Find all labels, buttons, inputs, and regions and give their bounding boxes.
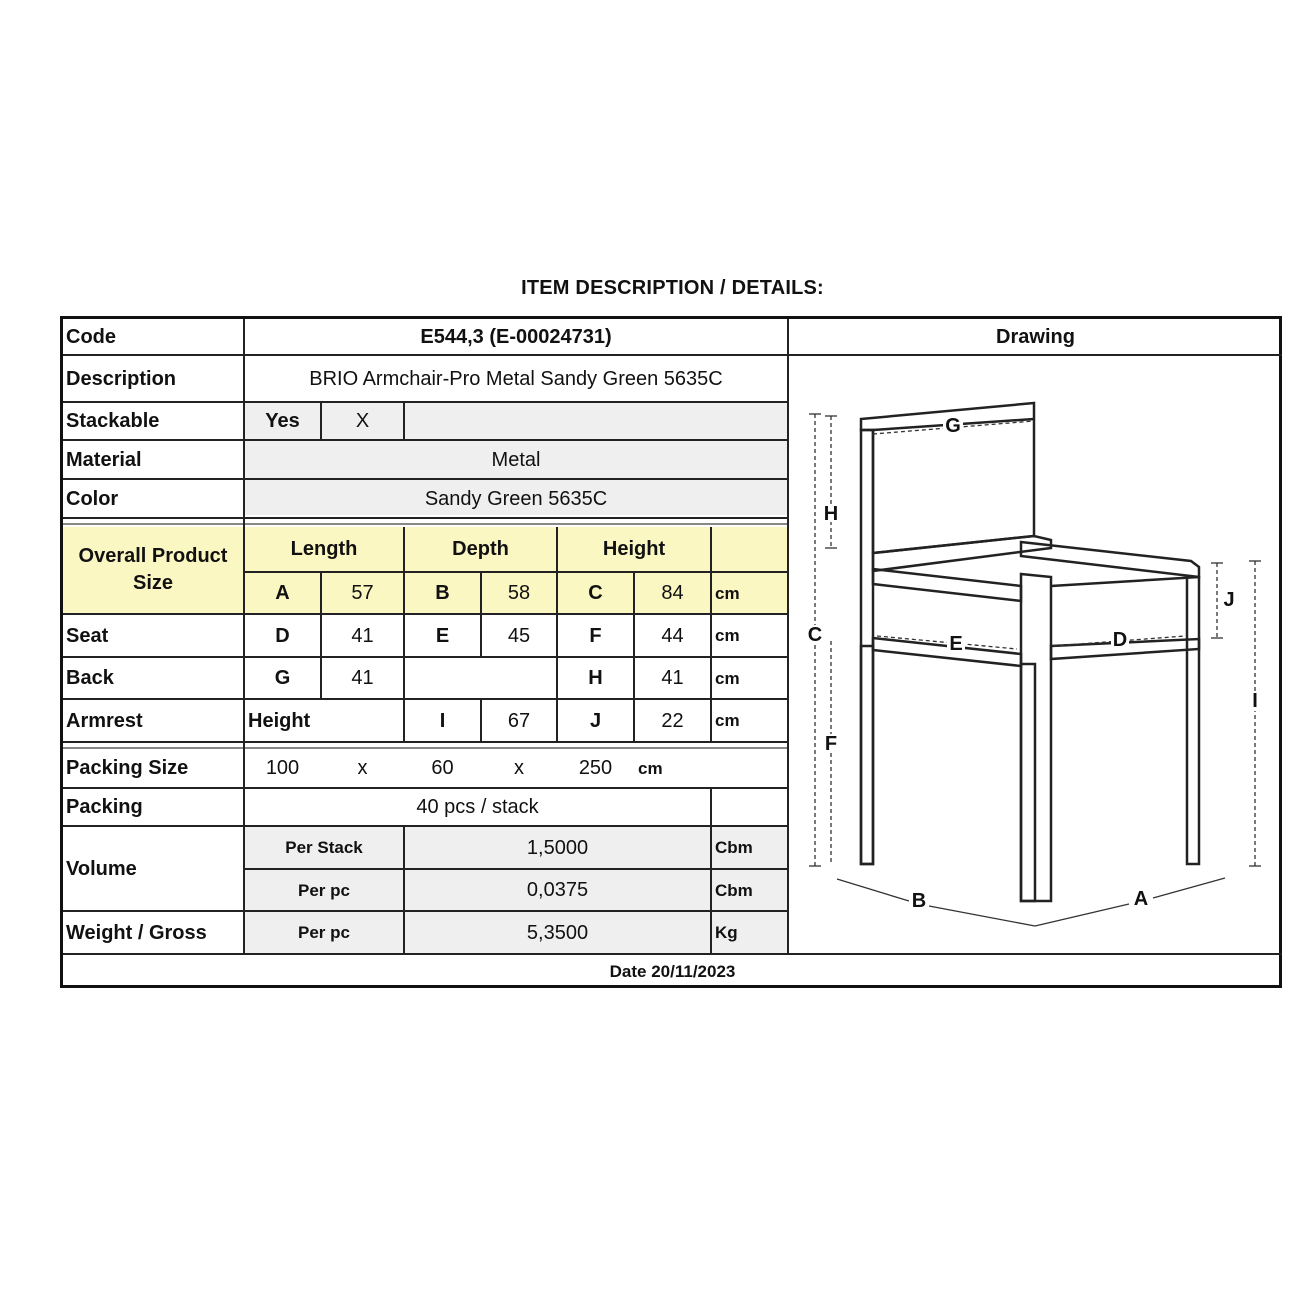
volume-label: Volume bbox=[66, 857, 137, 880]
dim-d-value: 41 bbox=[351, 624, 374, 647]
page-title: ITEM DESCRIPTION / DETAILS: bbox=[521, 277, 824, 299]
dim-e-letter: E bbox=[435, 624, 450, 647]
dim-b-value: 58 bbox=[507, 582, 531, 604]
packing-value: 40 pcs / stack bbox=[416, 796, 539, 818]
volume-per-stack-value: 1,5000 bbox=[526, 836, 589, 859]
packing-size-x2: x bbox=[514, 757, 524, 779]
dim-h-value: 41 bbox=[661, 667, 684, 689]
packing-size-length: 100 bbox=[265, 757, 300, 779]
dim-c-letter: C bbox=[588, 582, 603, 604]
dim-f-letter: F bbox=[589, 624, 602, 647]
volume-per-stack-label: Per Stack bbox=[285, 838, 363, 857]
dim-f-value: 44 bbox=[661, 624, 684, 647]
dim-c-value: 84 bbox=[661, 582, 684, 604]
dim-j-value: 22 bbox=[661, 709, 684, 732]
armrest-height-label: Height bbox=[248, 709, 311, 732]
dim-i-letter: I bbox=[439, 709, 446, 732]
dim-label-h: H bbox=[823, 503, 839, 525]
dim-a-value: 57 bbox=[351, 582, 374, 604]
armrest-label: Armrest bbox=[66, 709, 143, 732]
dim-g-value: 41 bbox=[351, 667, 374, 689]
packing-size-x1: x bbox=[357, 757, 368, 779]
dim-label-f: F bbox=[824, 733, 838, 755]
packing-size-width: 60 bbox=[431, 757, 454, 779]
dim-b-letter: B bbox=[435, 582, 450, 604]
dim-label-e: E bbox=[949, 633, 963, 655]
stackable-label: Stackable bbox=[66, 410, 160, 432]
overall-size-label-line1: Overall Product bbox=[78, 545, 228, 567]
volume-per-pc-label: Per pc bbox=[298, 880, 350, 900]
volume-per-pc-value: 0,0375 bbox=[526, 879, 589, 901]
length-header: Length bbox=[290, 538, 358, 560]
dim-j-letter: J bbox=[589, 709, 602, 732]
seat-label: Seat bbox=[66, 624, 109, 647]
packing-size-unit: cm bbox=[638, 758, 663, 778]
back-label: Back bbox=[66, 667, 114, 689]
color-value: Sandy Green 5635C bbox=[424, 487, 608, 510]
depth-header: Depth bbox=[452, 538, 509, 560]
weight-unit: Kg bbox=[715, 923, 738, 942]
chair-dimension-drawing bbox=[789, 356, 1282, 953]
armrest-unit: cm bbox=[715, 711, 740, 730]
weight-label: Weight / Gross bbox=[66, 921, 207, 944]
overall-size-label-line2: Size bbox=[132, 572, 174, 594]
dim-i-value: 67 bbox=[507, 709, 531, 732]
dim-label-j: J bbox=[1223, 589, 1235, 611]
dim-g-letter: G bbox=[274, 667, 291, 689]
overall-unit: cm bbox=[715, 583, 740, 603]
spec-sheet bbox=[60, 316, 1282, 988]
date-footer: Date 20/11/2023 bbox=[609, 962, 736, 981]
volume-per-stack-unit: Cbm bbox=[715, 838, 753, 857]
code-value: E544,3 (E-00024731) bbox=[420, 325, 612, 348]
dim-a-letter: A bbox=[275, 582, 290, 604]
seat-unit: cm bbox=[715, 626, 740, 645]
packing-size-height: 250 bbox=[578, 757, 613, 779]
dim-label-c: C bbox=[807, 624, 823, 646]
weight-per-pc-label: Per pc bbox=[298, 923, 350, 942]
dim-label-g: G bbox=[945, 415, 961, 437]
chair-frame bbox=[861, 403, 1199, 901]
dim-label-b: B bbox=[911, 890, 927, 912]
dim-d-letter: D bbox=[275, 624, 290, 647]
packing-label: Packing bbox=[66, 796, 143, 818]
packing-size-label: Packing Size bbox=[66, 757, 189, 779]
dim-e-value: 45 bbox=[507, 624, 531, 647]
volume-per-pc-unit: Cbm bbox=[715, 880, 753, 900]
dim-label-i: I bbox=[1252, 690, 1258, 712]
material-label: Material bbox=[66, 448, 142, 471]
stackable-mark: X bbox=[355, 410, 370, 432]
overall-size-label bbox=[63, 527, 243, 613]
stackable-yes: Yes bbox=[265, 410, 300, 432]
description-value: BRIO Armchair-Pro Metal Sandy Green 5635C bbox=[309, 367, 723, 390]
dim-label-d: D bbox=[1112, 629, 1128, 651]
material-value: Metal bbox=[491, 448, 541, 471]
weight-value: 5,3500 bbox=[526, 921, 589, 944]
back-unit: cm bbox=[715, 668, 740, 688]
drawing-header: Drawing bbox=[996, 325, 1075, 348]
color-label: Color bbox=[66, 487, 119, 510]
dim-label-a: A bbox=[1133, 888, 1149, 910]
code-label: Code bbox=[66, 325, 116, 348]
dim-h-letter: H bbox=[588, 667, 603, 689]
height-header: Height bbox=[602, 538, 666, 560]
description-label: Description bbox=[66, 367, 177, 390]
